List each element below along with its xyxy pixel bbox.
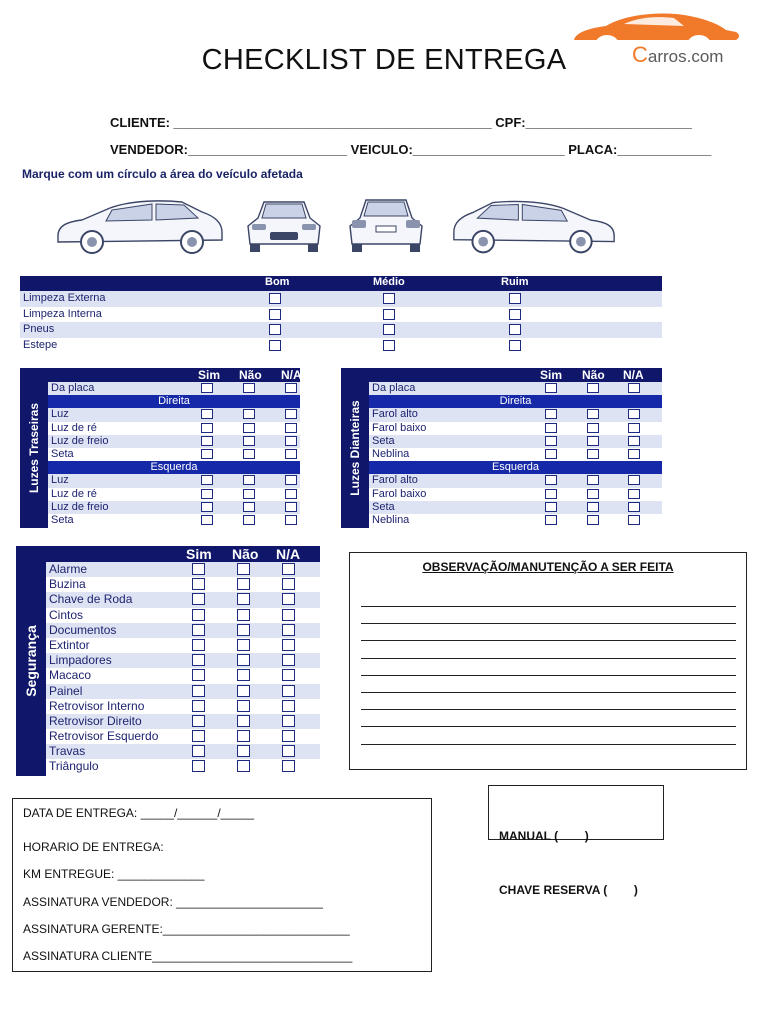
- rear_lights-luz-de-freio-checkbox-3[interactable]: [285, 502, 297, 512]
- security-chave-de-roda-checkbox-2[interactable]: [237, 593, 250, 605]
- rear_lights-luz-checkbox-3[interactable]: [285, 409, 297, 419]
- security-limpadores-checkbox-1[interactable]: [192, 654, 205, 666]
- rear_lights-luz-de-freio-checkbox-1[interactable]: [201, 436, 213, 446]
- chave-reserva-field[interactable]: CHAVE RESERVA ( ): [499, 883, 638, 897]
- front_lights-farol-baixo-checkbox-2[interactable]: [587, 423, 599, 433]
- logo-text: Carros.com: [632, 42, 724, 67]
- condition-limpeza-externa-checkbox-1[interactable]: [269, 293, 281, 304]
- car-side-right-icon[interactable]: [448, 190, 620, 260]
- security-travas-checkbox-3[interactable]: [282, 745, 295, 757]
- col-sim: Sim: [540, 368, 563, 382]
- security-cintos-checkbox-3[interactable]: [282, 609, 295, 621]
- observation-line[interactable]: [361, 726, 736, 727]
- front_lights-farol-alto-checkbox-1[interactable]: [545, 409, 557, 419]
- col-sim: Sim: [198, 368, 221, 382]
- light-row-label: Neblina: [372, 514, 410, 527]
- condition-pneus-checkbox-2[interactable]: [383, 324, 395, 335]
- security-extintor-checkbox-3[interactable]: [282, 639, 295, 651]
- manual-field[interactable]: MANUAL ( ): [499, 829, 589, 843]
- rear_lights-luz-de-freio-checkbox-3[interactable]: [285, 436, 297, 446]
- delivery-box: [12, 798, 432, 972]
- security-macaco-checkbox-1[interactable]: [192, 669, 205, 681]
- security-chave-de-roda-checkbox-3[interactable]: [282, 593, 295, 605]
- front_lights-da-placa-checkbox-3[interactable]: [628, 383, 640, 393]
- condition-limpeza-interna-checkbox-3[interactable]: [509, 309, 521, 320]
- rear-lights-table: [20, 368, 300, 528]
- security-row-label: Documentos: [49, 622, 117, 637]
- security-painel-checkbox-1[interactable]: [192, 685, 205, 697]
- light-row-label: Da placa: [51, 382, 95, 394]
- observation-line[interactable]: [361, 709, 736, 710]
- observation-box[interactable]: [349, 552, 747, 770]
- cliente-cpf-line[interactable]: CLIENTE: ____________________________________________ CPF:_______________________: [110, 115, 692, 130]
- rear_lights-luz-checkbox-1[interactable]: [201, 475, 213, 485]
- security-side-label: Segurança: [16, 546, 46, 776]
- col-medio: Médio: [373, 276, 405, 288]
- list-item: [48, 382, 300, 395]
- security-painel-checkbox-2[interactable]: [237, 685, 250, 697]
- light-row-label: Seta: [372, 434, 395, 447]
- front_lights-farol-alto-checkbox-3[interactable]: [628, 409, 640, 419]
- security-painel-checkbox-3[interactable]: [282, 685, 295, 697]
- rear_lights-seta-checkbox-1[interactable]: [201, 449, 213, 459]
- front_lights-da-placa-checkbox-1[interactable]: [545, 383, 557, 393]
- condition-pneus-checkbox-3[interactable]: [509, 324, 521, 335]
- list-item: [46, 577, 320, 592]
- assinatura-vendedor-field[interactable]: ASSINATURA VENDEDOR: ______________________: [23, 895, 323, 909]
- rear-lights-header: [48, 368, 300, 382]
- rear_lights-luz-checkbox-3[interactable]: [285, 475, 297, 485]
- security-chave-de-roda-checkbox-1[interactable]: [192, 593, 205, 605]
- security-alarme-checkbox-1[interactable]: [192, 563, 205, 575]
- list-item: [48, 422, 300, 435]
- car-side-left-icon[interactable]: [52, 190, 228, 260]
- security-documentos-checkbox-2[interactable]: [237, 624, 250, 636]
- condition-table: [20, 276, 662, 353]
- rear_lights-luz-de-re-checkbox-2[interactable]: [243, 489, 255, 499]
- list-item: [48, 501, 300, 514]
- rear_lights-luz-de-re-checkbox-3[interactable]: [285, 423, 297, 433]
- rear_lights-luz-de-re-checkbox-3[interactable]: [285, 489, 297, 499]
- front_lights-farol-alto-checkbox-1[interactable]: [545, 475, 557, 485]
- list-item: [369, 474, 662, 487]
- condition-row-label: Estepe: [23, 338, 58, 351]
- security-row-label: Cintos: [49, 607, 84, 622]
- security-alarme-checkbox-3[interactable]: [282, 563, 295, 575]
- rear_lights-da-placa-checkbox-1[interactable]: [201, 383, 213, 393]
- condition-estepe-checkbox-1[interactable]: [269, 340, 281, 351]
- front_lights-neblina-checkbox-3[interactable]: [628, 449, 640, 459]
- security-retrovisor-interno-checkbox-3[interactable]: [282, 700, 295, 712]
- security-row-label: Extintor: [49, 637, 90, 652]
- rear-lights-side-label: Luzes Traseiras: [20, 368, 48, 528]
- front_lights-neblina-checkbox-2[interactable]: [587, 515, 599, 525]
- front_lights-farol-baixo-checkbox-2[interactable]: [587, 489, 599, 499]
- front_lights-farol-alto-checkbox-2[interactable]: [587, 475, 599, 485]
- page-title: CHECKLIST DE ENTREGA: [201, 44, 567, 76]
- condition-estepe-checkbox-2[interactable]: [383, 340, 395, 351]
- security-retrovisor-direito-checkbox-3[interactable]: [282, 715, 295, 727]
- security-retrovisor-interno-checkbox-2[interactable]: [237, 700, 250, 712]
- security-retrovisor-esquerdo-checkbox-3[interactable]: [282, 730, 295, 742]
- observation-line[interactable]: [361, 675, 736, 676]
- condition-row: [20, 338, 662, 354]
- security-row-label: Macaco: [49, 668, 92, 683]
- list-item: [46, 759, 320, 774]
- list-item: [46, 623, 320, 638]
- list-item: [48, 408, 300, 421]
- front_lights-farol-alto-checkbox-3[interactable]: [628, 475, 640, 485]
- security-row-label: Limpadores: [49, 653, 112, 668]
- front_lights-seta-checkbox-2[interactable]: [587, 436, 599, 446]
- assinatura-gerente-field[interactable]: ASSINATURA GERENTE:____________________________: [23, 922, 350, 936]
- security-row-label: Retrovisor Direito: [49, 713, 142, 728]
- section-right-label: Direita: [369, 395, 662, 408]
- instruction-text: Marque com um círculo a área do veículo afetada: [22, 167, 303, 181]
- front_lights-neblina-checkbox-1[interactable]: [545, 515, 557, 525]
- condition-limpeza-externa-checkbox-2[interactable]: [383, 293, 395, 304]
- front_lights-farol-baixo-checkbox-3[interactable]: [628, 489, 640, 499]
- list-item: [46, 729, 320, 744]
- front_lights-seta-checkbox-3[interactable]: [628, 502, 640, 512]
- security-table: [16, 546, 320, 776]
- list-item: [46, 653, 320, 668]
- condition-row-label: Limpeza Interna: [23, 307, 102, 320]
- security-cintos-checkbox-2[interactable]: [237, 609, 250, 621]
- front-lights-table: [341, 368, 662, 528]
- condition-estepe-checkbox-3[interactable]: [509, 340, 521, 351]
- observation-line[interactable]: [361, 744, 736, 745]
- rear_lights-da-placa-checkbox-3[interactable]: [285, 383, 297, 393]
- col-nao: Não: [232, 546, 259, 562]
- condition-pneus-checkbox-1[interactable]: [269, 324, 281, 335]
- rear_lights-seta-checkbox-2[interactable]: [243, 449, 255, 459]
- col-na: N/A: [281, 368, 302, 382]
- car-rear-icon[interactable]: [344, 190, 428, 260]
- col-sim: Sim: [186, 546, 212, 562]
- light-row-label: Luz de freio: [51, 434, 109, 447]
- rear_lights-luz-checkbox-2[interactable]: [243, 409, 255, 419]
- list-item: [48, 448, 300, 461]
- list-item: [369, 422, 662, 435]
- condition-limpeza-interna-checkbox-1[interactable]: [269, 309, 281, 320]
- carros-logo: [566, 8, 746, 70]
- front-lights-side-label: Luzes Dianteiras: [341, 368, 369, 528]
- security-macaco-checkbox-3[interactable]: [282, 669, 295, 681]
- list-item: [46, 714, 320, 729]
- list-item: [48, 488, 300, 501]
- car-front-icon[interactable]: [242, 190, 326, 260]
- col-na: N/A: [623, 368, 644, 382]
- security-retrovisor-direito-checkbox-1[interactable]: [192, 715, 205, 727]
- observation-line[interactable]: [361, 623, 736, 624]
- observation-title: OBSERVAÇÃO/MANUTENÇÃO A SER FEITA: [422, 560, 674, 574]
- section-right-label: Direita: [48, 395, 300, 408]
- section-left-label: Esquerda: [369, 461, 662, 474]
- rear_lights-luz-de-freio-checkbox-2[interactable]: [243, 436, 255, 446]
- light-row-label: Farol alto: [372, 408, 418, 421]
- condition-row: [20, 322, 662, 338]
- security-row-label: Travas: [49, 744, 86, 759]
- front_lights-seta-checkbox-1[interactable]: [545, 436, 557, 446]
- condition-row: [20, 307, 662, 323]
- data-entrega-field[interactable]: DATA DE ENTREGA: _____/______/_____: [23, 806, 255, 820]
- security-header: [46, 546, 320, 562]
- front_lights-seta-checkbox-2[interactable]: [587, 502, 599, 512]
- light-row-label: Seta: [372, 501, 395, 514]
- condition-row: [20, 291, 662, 307]
- security-buzina-checkbox-3[interactable]: [282, 578, 295, 590]
- security-triangulo-checkbox-1[interactable]: [192, 760, 205, 772]
- vendedor-veiculo-placa-line[interactable]: VENDEDOR:______________________ VEICULO:_____________________ PLACA:_____________: [110, 142, 712, 157]
- light-row-label: Seta: [51, 514, 74, 527]
- security-row-label: Chave de Roda: [49, 592, 133, 607]
- list-item: [48, 514, 300, 527]
- list-item: [46, 684, 320, 699]
- list-item: [369, 408, 662, 421]
- list-item: [46, 699, 320, 714]
- security-buzina-checkbox-2[interactable]: [237, 578, 250, 590]
- front_lights-neblina-checkbox-2[interactable]: [587, 449, 599, 459]
- light-row-label: Seta: [51, 448, 74, 461]
- list-item: [369, 448, 662, 461]
- rear_lights-seta-checkbox-1[interactable]: [201, 515, 213, 525]
- front_lights-farol-baixo-checkbox-1[interactable]: [545, 423, 557, 433]
- list-item: [48, 474, 300, 487]
- security-retrovisor-esquerdo-checkbox-2[interactable]: [237, 730, 250, 742]
- security-travas-checkbox-2[interactable]: [237, 745, 250, 757]
- front_lights-neblina-checkbox-1[interactable]: [545, 449, 557, 459]
- rear_lights-luz-de-freio-checkbox-2[interactable]: [243, 502, 255, 512]
- front_lights-da-placa-checkbox-2[interactable]: [587, 383, 599, 393]
- list-item: [46, 562, 320, 577]
- security-retrovisor-esquerdo-checkbox-1[interactable]: [192, 730, 205, 742]
- front_lights-farol-baixo-checkbox-1[interactable]: [545, 489, 557, 499]
- security-row-label: Triângulo: [49, 759, 99, 774]
- security-documentos-checkbox-3[interactable]: [282, 624, 295, 636]
- list-item: [46, 608, 320, 623]
- rear_lights-da-placa-checkbox-2[interactable]: [243, 383, 255, 393]
- light-row-label: Farol baixo: [372, 487, 427, 500]
- security-cintos-checkbox-1[interactable]: [192, 609, 205, 621]
- security-retrovisor-interno-checkbox-1[interactable]: [192, 700, 205, 712]
- security-row-label: Alarme: [49, 562, 88, 576]
- horario-entrega-field[interactable]: HORARIO DE ENTREGA:: [23, 840, 164, 854]
- rear_lights-luz-de-freio-checkbox-1[interactable]: [201, 502, 213, 512]
- manual-box: [488, 785, 664, 897]
- list-item: [369, 435, 662, 448]
- security-triangulo-checkbox-3[interactable]: [282, 760, 295, 772]
- light-row-label: Farol alto: [372, 474, 418, 487]
- security-buzina-checkbox-1[interactable]: [192, 578, 205, 590]
- security-alarme-checkbox-2[interactable]: [237, 563, 250, 575]
- observation-line[interactable]: [361, 692, 736, 693]
- observation-line[interactable]: [361, 606, 736, 607]
- col-na: N/A: [276, 546, 301, 562]
- security-row-label: Buzina: [49, 577, 86, 592]
- condition-table-header: [20, 276, 662, 291]
- light-row-label: Luz: [51, 408, 69, 421]
- light-row-label: Luz de ré: [51, 421, 97, 434]
- rear_lights-luz-de-re-checkbox-1[interactable]: [201, 489, 213, 499]
- condition-row-label: Limpeza Externa: [23, 292, 106, 304]
- security-macaco-checkbox-2[interactable]: [237, 669, 250, 681]
- security-row-label: Painel: [49, 683, 83, 698]
- front_lights-seta-checkbox-3[interactable]: [628, 436, 640, 446]
- security-extintor-checkbox-2[interactable]: [237, 639, 250, 651]
- light-row-label: Luz de freio: [51, 501, 109, 514]
- light-row-label: Da placa: [372, 382, 416, 394]
- rear_lights-luz-checkbox-2[interactable]: [243, 475, 255, 485]
- list-item: [48, 435, 300, 448]
- security-extintor-checkbox-1[interactable]: [192, 639, 205, 651]
- light-row-label: Luz de ré: [51, 487, 97, 500]
- list-item: [369, 488, 662, 501]
- list-item: [369, 382, 662, 395]
- list-item: [46, 744, 320, 759]
- section-left-label: Esquerda: [48, 461, 300, 474]
- list-item: [46, 638, 320, 653]
- list-item: [369, 501, 662, 514]
- light-row-label: Farol baixo: [372, 421, 427, 434]
- front_lights-farol-alto-checkbox-2[interactable]: [587, 409, 599, 419]
- front_lights-seta-checkbox-1[interactable]: [545, 502, 557, 512]
- observation-line[interactable]: [361, 640, 736, 641]
- rear_lights-luz-de-re-checkbox-2[interactable]: [243, 423, 255, 433]
- security-triangulo-checkbox-2[interactable]: [237, 760, 250, 772]
- list-item: [46, 592, 320, 607]
- security-documentos-checkbox-1[interactable]: [192, 624, 205, 636]
- security-limpadores-checkbox-2[interactable]: [237, 654, 250, 666]
- security-limpadores-checkbox-3[interactable]: [282, 654, 295, 666]
- list-item: [369, 514, 662, 527]
- col-bom: Bom: [265, 276, 290, 288]
- observation-line[interactable]: [361, 658, 736, 659]
- front_lights-neblina-checkbox-3[interactable]: [628, 515, 640, 525]
- security-row-label: Retrovisor Esquerdo: [49, 729, 159, 744]
- km-entregue-field[interactable]: KM ENTREGUE: _____________: [23, 867, 205, 881]
- list-item: [46, 668, 320, 683]
- front-lights-header: [369, 368, 662, 382]
- condition-limpeza-externa-checkbox-3[interactable]: [509, 293, 521, 304]
- light-row-label: Luz: [51, 474, 69, 487]
- front_lights-farol-baixo-checkbox-3[interactable]: [628, 423, 640, 433]
- rear_lights-luz-de-re-checkbox-1[interactable]: [201, 423, 213, 433]
- col-ruim: Ruim: [501, 276, 529, 288]
- rear_lights-luz-checkbox-1[interactable]: [201, 409, 213, 419]
- rear_lights-seta-checkbox-3[interactable]: [285, 515, 297, 525]
- condition-limpeza-interna-checkbox-2[interactable]: [383, 309, 395, 320]
- condition-row-label: Pneus: [23, 323, 55, 335]
- rear_lights-seta-checkbox-3[interactable]: [285, 449, 297, 459]
- col-nao: Não: [582, 368, 605, 382]
- assinatura-cliente-field[interactable]: ASSINATURA CLIENTE______________________________: [23, 949, 353, 963]
- security-retrovisor-direito-checkbox-2[interactable]: [237, 715, 250, 727]
- light-row-label: Neblina: [372, 448, 410, 461]
- rear_lights-seta-checkbox-2[interactable]: [243, 515, 255, 525]
- security-row-label: Retrovisor Interno: [49, 698, 145, 713]
- security-travas-checkbox-1[interactable]: [192, 745, 205, 757]
- col-nao: Não: [239, 368, 262, 382]
